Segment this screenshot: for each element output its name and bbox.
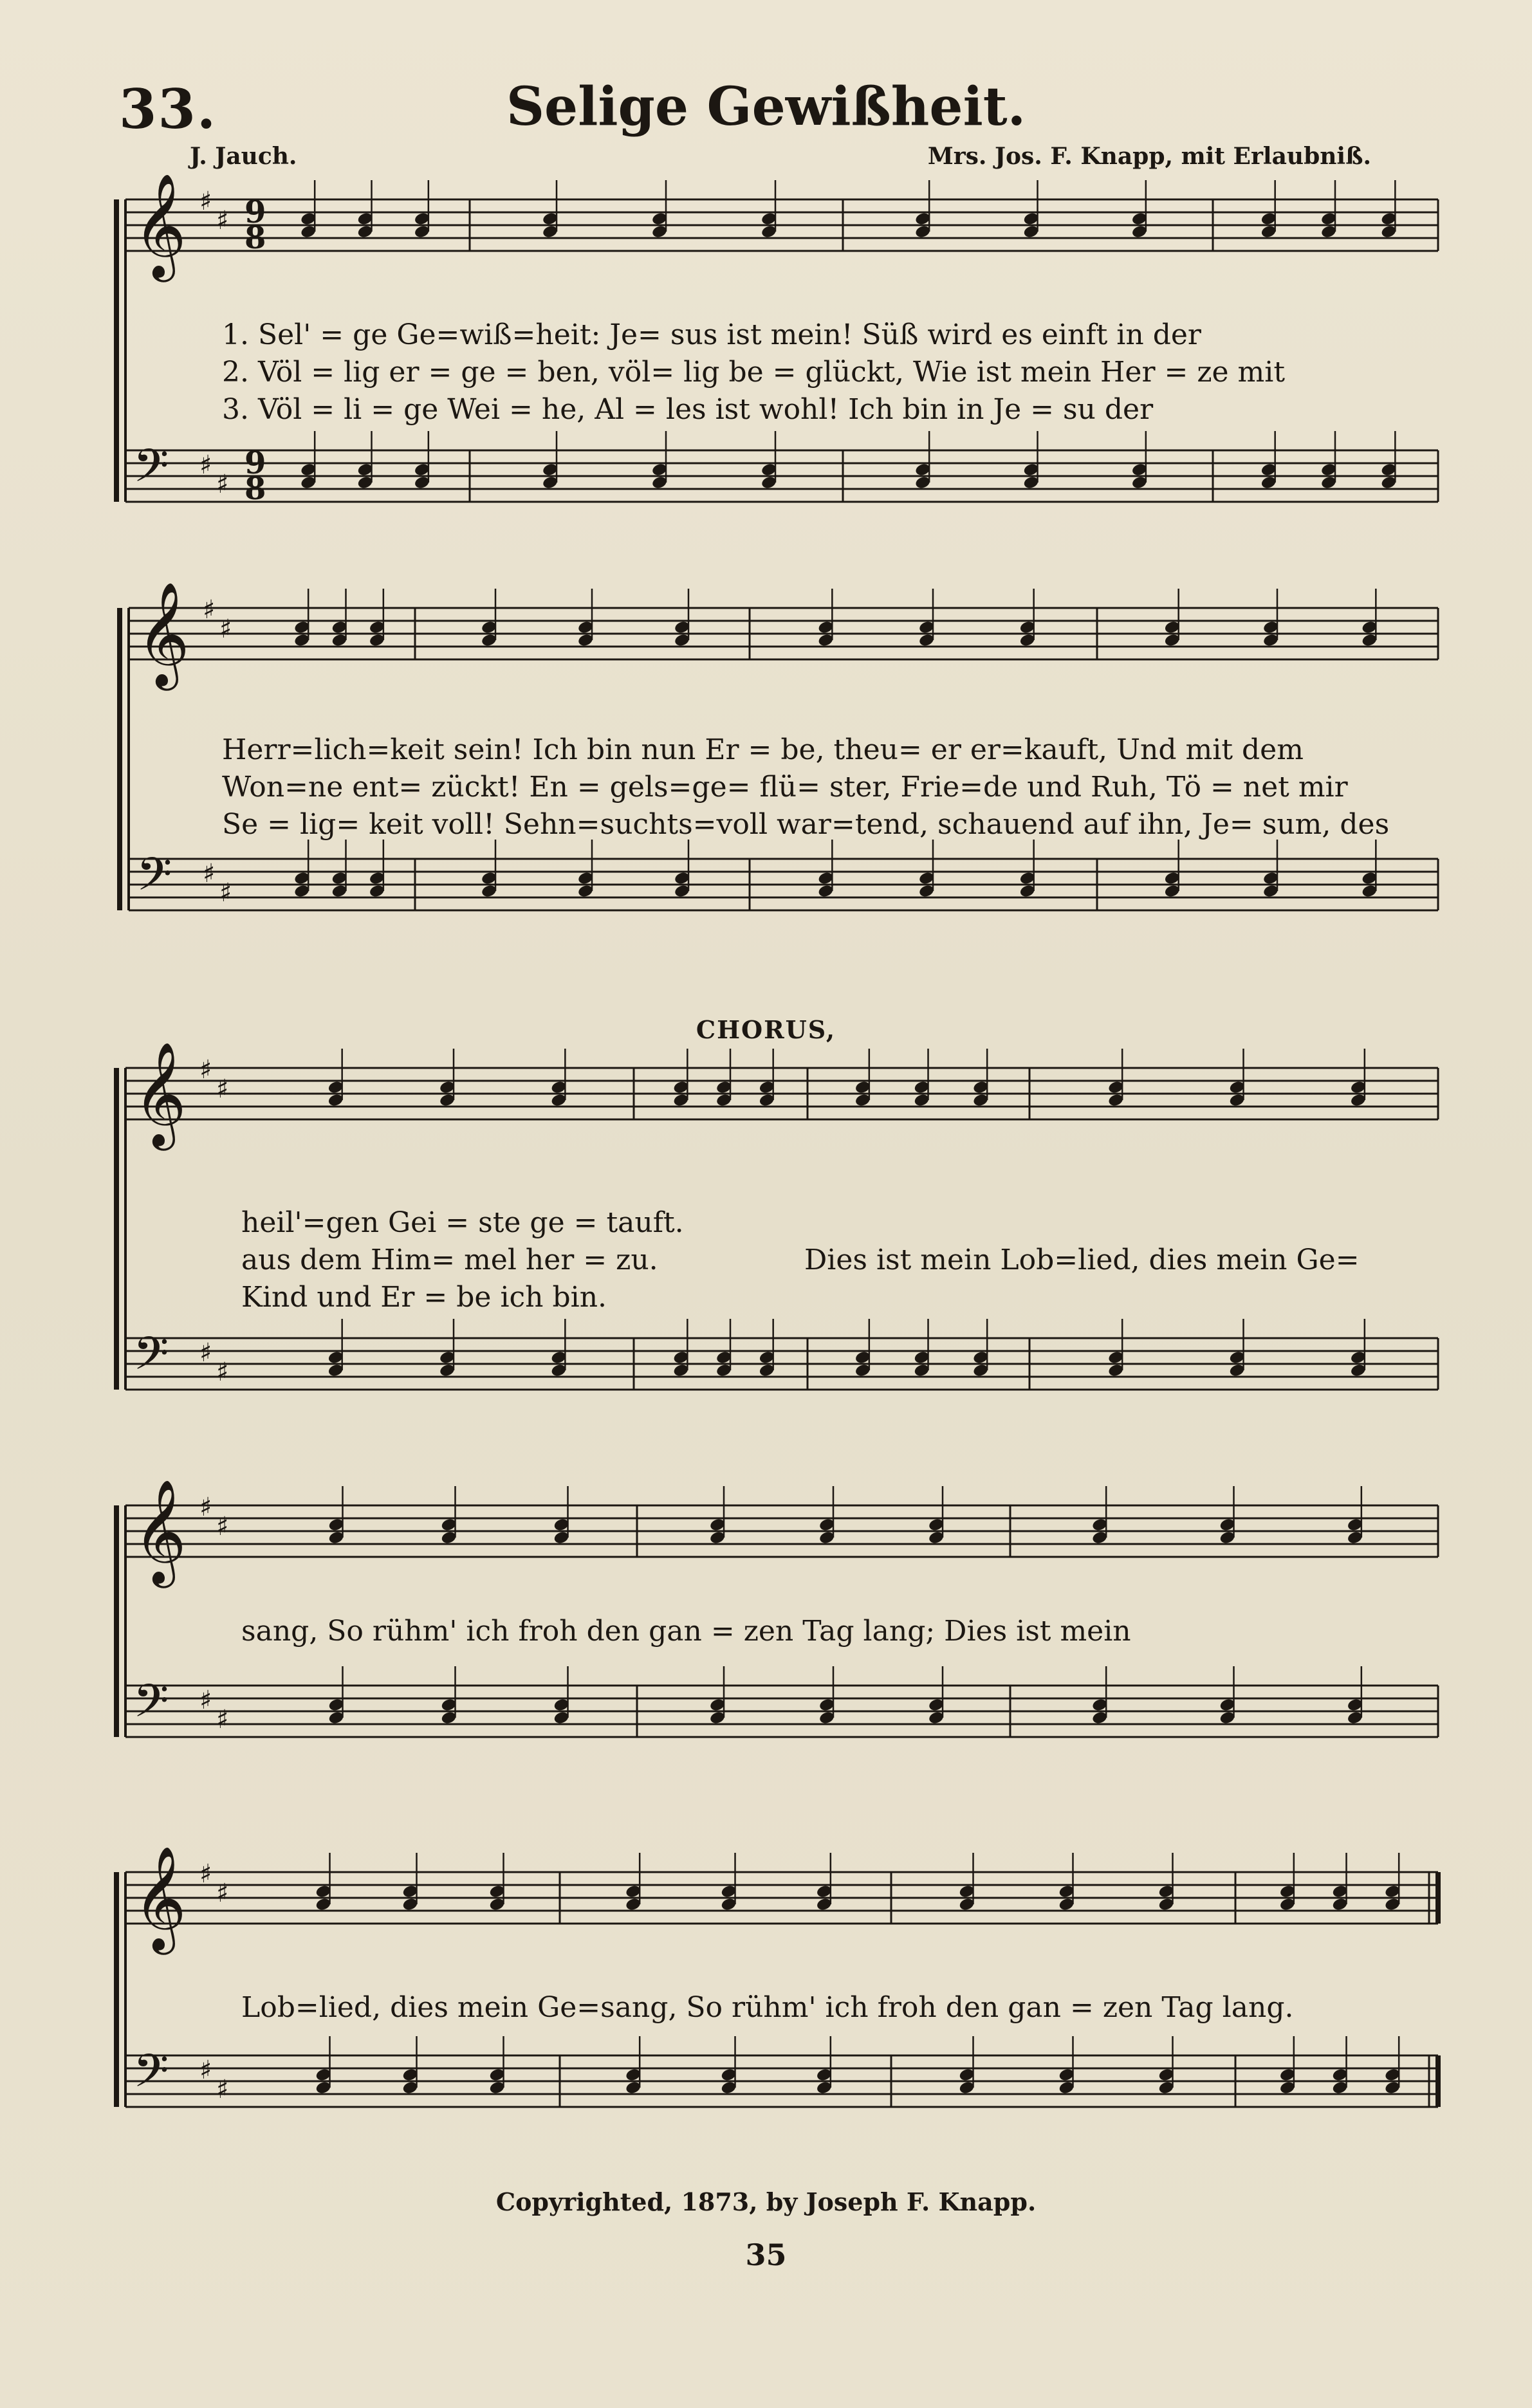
- sharp-icon: ♯: [216, 1357, 229, 1387]
- sharp-icon: ♯: [216, 470, 229, 499]
- bass-clef-icon: 𝄢: [136, 848, 172, 912]
- time-signature: 8: [245, 471, 266, 507]
- lyric-line: 2. Völ = lig er = ge = ben, völ= lig be = glückt, Wie ist mein Her = ze mit: [222, 356, 1286, 389]
- lyric-line: Se = lig= keit voll! Sehn=suchts=voll war=tend, schauend auf ihn, Je= sum, des: [222, 808, 1390, 841]
- bass-clef-icon: 𝄢: [133, 1675, 169, 1739]
- bass-clef-icon: 𝄢: [133, 1327, 169, 1392]
- sharp-icon: ♯: [199, 1338, 212, 1368]
- sharp-icon: ♯: [199, 450, 212, 480]
- lyric-line: sang, So rühm' ich froh den gan = zen Tag lang; Dies ist mein: [241, 1615, 1131, 1648]
- time-signature: 9: [245, 445, 266, 481]
- sharp-icon: ♯: [199, 2055, 212, 2085]
- hymn-title: Selige Gewißheit.: [506, 76, 1026, 138]
- lyric-line: 1. Sel' = ge Ge=wiß=heit: Je= sus ist mein! Süß wird es einft in der: [222, 318, 1201, 351]
- chorus-label: CHORUS,: [696, 1015, 836, 1044]
- lyric-line: heil'=gen Gei = ste ge = tauft.: [241, 1206, 684, 1239]
- sharp-icon: ♯: [199, 187, 212, 216]
- time-signature: 9: [245, 194, 266, 230]
- sharp-icon: ♯: [199, 1859, 212, 1889]
- treble-clef-icon: 𝄞: [133, 173, 187, 278]
- lyric-line: Won=ne ent= zückt! En = gels=ge= flü= ster, Frie=de und Ruh, Tö = net mir: [222, 771, 1348, 804]
- sharp-icon: ♯: [216, 1879, 229, 1908]
- sharp-icon: ♯: [219, 614, 232, 644]
- lyric-line: 3. Völ = li = ge Wei = he, Al = les ist wohl! Ich bin in Je = su der: [222, 393, 1154, 426]
- sharp-icon: ♯: [219, 878, 232, 908]
- sharp-icon: ♯: [199, 1686, 212, 1715]
- sharp-icon: ♯: [216, 1074, 229, 1104]
- bass-clef-icon: 𝄢: [133, 2045, 169, 2109]
- hymn-number: 33.: [119, 77, 217, 141]
- sharp-icon: ♯: [216, 1705, 229, 1734]
- lyric-line: Kind und Er = be ich bin.: [241, 1281, 607, 1314]
- composer-credit: J. Jauch.: [190, 143, 297, 170]
- sharp-icon: ♯: [216, 206, 229, 235]
- sharp-icon: ♯: [199, 1493, 212, 1522]
- lyric-line: Lob=lied, dies mein Ge=sang, So rühm' ich froh den gan = zen Tag lang.: [241, 1991, 1294, 2024]
- sharp-icon: ♯: [216, 1512, 229, 1541]
- lyric-line: Herr=lich=keit sein! Ich bin nun Er = be, theu= er er=kauft, Und mit dem: [222, 733, 1304, 766]
- chorus-lyric-line: Dies ist mein Lob=lied, dies mein Ge=: [804, 1244, 1360, 1276]
- bass-clef-icon: 𝄢: [133, 439, 169, 504]
- treble-clef-icon: 𝄞: [133, 1846, 187, 1951]
- copyright-notice: Copyrighted, 1873, by Joseph F. Knapp.: [495, 2187, 1037, 2216]
- treble-clef-icon: 𝄞: [133, 1479, 187, 1584]
- sharp-icon: ♯: [216, 2075, 229, 2104]
- sharp-icon: ♯: [203, 859, 216, 888]
- treble-clef-icon: 𝄞: [133, 1042, 187, 1146]
- time-signature: 8: [245, 220, 266, 256]
- lyricist-credit: Mrs. Jos. F. Knapp, mit Erlaubniß.: [927, 143, 1371, 170]
- sharp-icon: ♯: [199, 1055, 212, 1085]
- page-number: 35: [745, 2238, 787, 2272]
- treble-clef-icon: 𝄞: [136, 582, 190, 686]
- sharp-icon: ♯: [203, 595, 216, 625]
- lyric-line: aus dem Him= mel her = zu.: [241, 1244, 658, 1276]
